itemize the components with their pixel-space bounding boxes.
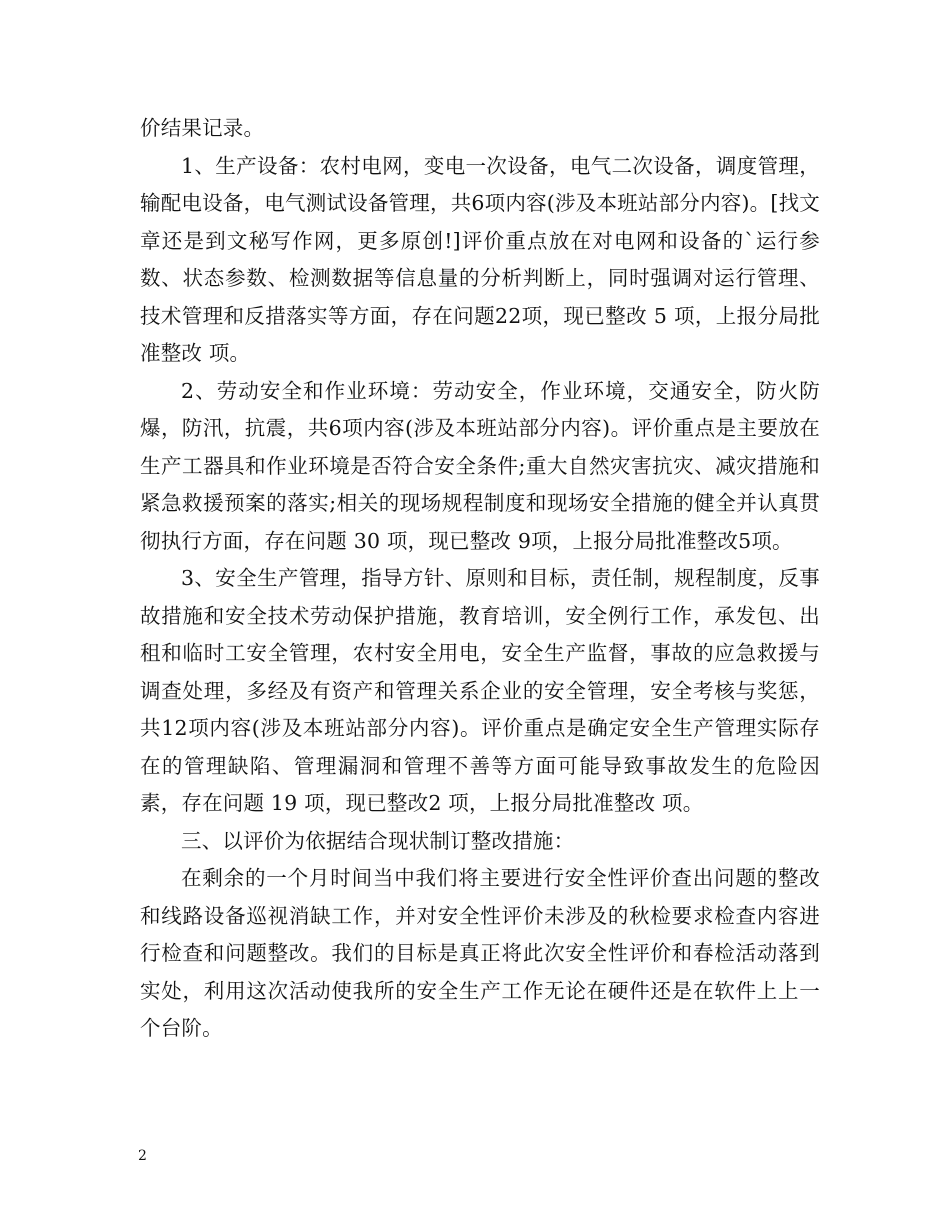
paragraph-continuation: 价结果记录。 bbox=[140, 116, 265, 140]
paragraph-production-equipment: 1、生产设备：农村电网，变电一次设备，电气二次设备，调度管理，输配电设备，电气测试设备管理，共6项内容(涉及本班站部分内容)。[找文章还是到文秘写作网，更多原创!]评价重点放在对电网和设备的`运行参数、状态参数、检测数据等信息量的分析判断上，同时强调对运行管理、技术管理和反措落实等方面，存在问题22项，现已整改 5 项，上报分局批准整改 项。 bbox=[140, 153, 820, 365]
paragraph-conclusion: 在剩余的一个月时间当中我们将主要进行安全性评价查出问题的整改和线路设备巡视消缺工作，并对安全性评价未涉及的秋检要求检查内容进行检查和问题整改。我们的目标是真正将此次安全性评价和春检活动落到实处，利用这次活动使我所的安全生产工作无论在硬件还是在软件上上一个台阶。 bbox=[140, 866, 820, 1040]
page-number: 2 bbox=[138, 1148, 147, 1164]
document-body bbox=[140, 110, 820, 1048]
paragraph-safety-management: 3、安全生产管理，指导方针、原则和目标，责任制，规程制度，反事故措施和安全技术劳动保护措施，教育培训，安全例行工作，承发包、出租和临时工安全管理，农村安全用电，安全生产监督，事故的应急救援与调查处理，多经及有资产和管理关系企业的安全管理，安全考核与奖惩，共12项内容(涉及本班站部分内容)。评价重点是确定安全生产管理实际存在的管理缺陷、管理漏洞和管理不善等方面可能导致事故发生的危险因素，存在问题 19 项，现已整改2 项，上报分局批准整改 项。 bbox=[140, 566, 820, 815]
section-heading-rectification: 三、以评价为依据结合现状制订整改措施： bbox=[181, 828, 575, 853]
paragraph-labor-safety: 2、劳动安全和作业环境：劳动安全，作业环境，交通安全，防火防爆，防汛，抗震，共6项内容(涉及本班站部分内容)。评价重点是主要放在生产工器具和作业环境是否符合安全条件;重大自然灾害抗灾、减灾措施和紧急救援预案的落实;相关的现场规程制度和现场安全措施的健全并认真贯彻执行方面，存在问题 30 项，现已整改 9项，上报分局批准整改5项。 bbox=[140, 378, 820, 553]
